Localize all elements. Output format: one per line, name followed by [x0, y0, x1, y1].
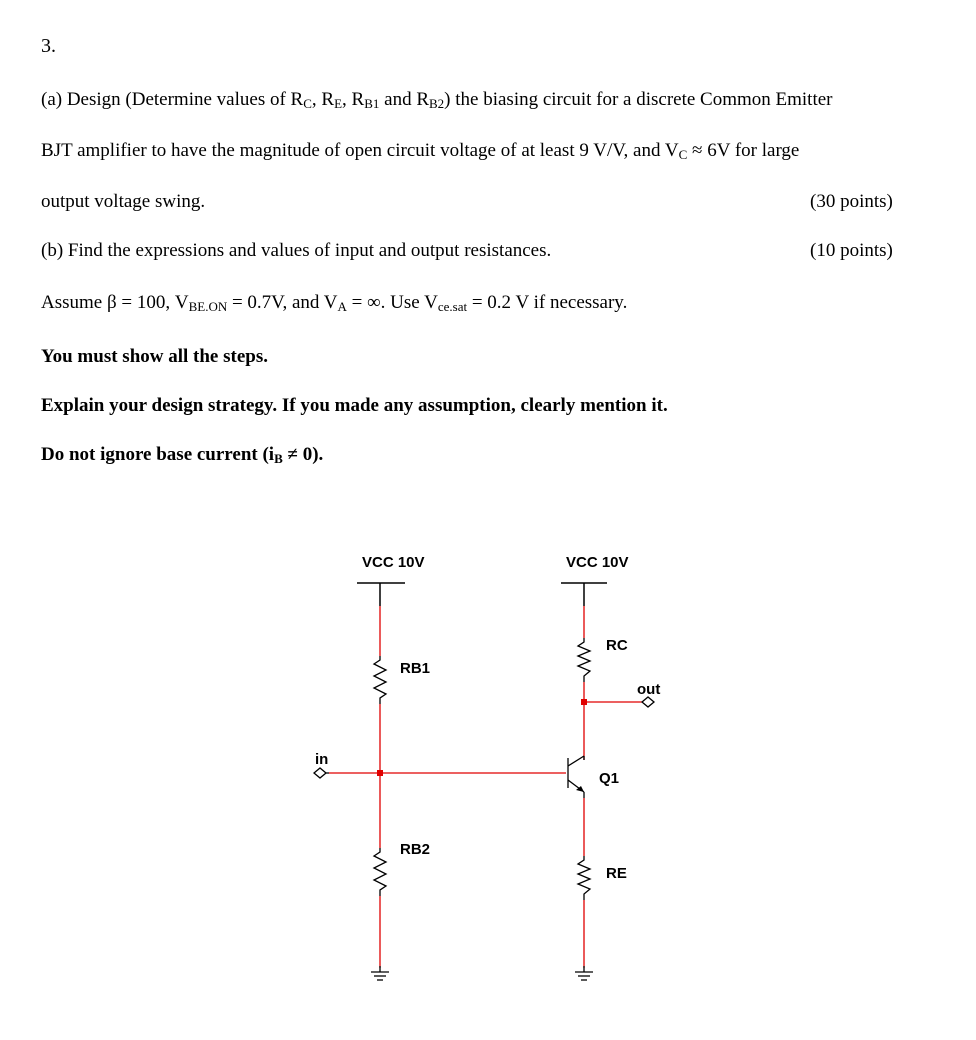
q1-collector: [568, 756, 584, 766]
rb2-resistor: [374, 848, 386, 896]
re-resistor: [578, 856, 590, 900]
part-b-text: (b) Find the expressions and values of input and output resistances.: [41, 240, 552, 261]
base-junction-dot: [377, 770, 383, 776]
out-label: out: [637, 681, 661, 698]
rb1-label: RB1: [400, 660, 431, 677]
collector-junction-dot: [581, 699, 587, 705]
vcc-left-label: VCC 10V: [362, 554, 425, 571]
rb2-label: RB2: [400, 841, 431, 858]
vcc-right-label: VCC 10V: [566, 554, 629, 571]
re-label: RE: [606, 865, 627, 882]
assumptions: Assume β = 100, $V_{BE.ON} = 0.7V$, and $V_A$ = ∞. Use $V_{ce.sat} = 0.2$ V if necessary.: [41, 292, 628, 314]
instruction-base-current: Do not ignore base current $(i_B \ne 0)$.: [41, 444, 324, 466]
in-port-icon: [314, 768, 326, 778]
out-port-icon: [642, 697, 654, 707]
rc-label: RC: [606, 637, 628, 654]
part-a-points: (30 points): [810, 191, 893, 212]
q1-label: Q1: [599, 770, 620, 787]
instruction-steps: You must show all the steps.: [41, 346, 268, 367]
part-a-line-3: output voltage swing.: [41, 191, 206, 212]
part-a-line-1: (a) Design (Determine values of $R_C$, $R_E$, $R_{B1}$ and $R_{B2}$) the biasing circuit for a discrete Common Emitter: [41, 89, 833, 111]
ground-icon-right: [575, 966, 593, 980]
rb1-resistor: [374, 656, 386, 704]
part-b-points: (10 points): [810, 240, 893, 261]
problem-number: 3.: [41, 35, 56, 57]
in-label: in: [315, 751, 329, 768]
wires: [329, 606, 642, 968]
part-a-line-2: BJT amplifier to have the magnitude of open circuit voltage of at least 9 V/V, and $V_C \approx 6V$ for large: [41, 140, 800, 162]
rc-resistor: [578, 638, 590, 682]
ground-icon-left: [371, 966, 389, 980]
instruction-strategy: Explain your design strategy. If you made any assumption, clearly mention it.: [41, 395, 668, 416]
